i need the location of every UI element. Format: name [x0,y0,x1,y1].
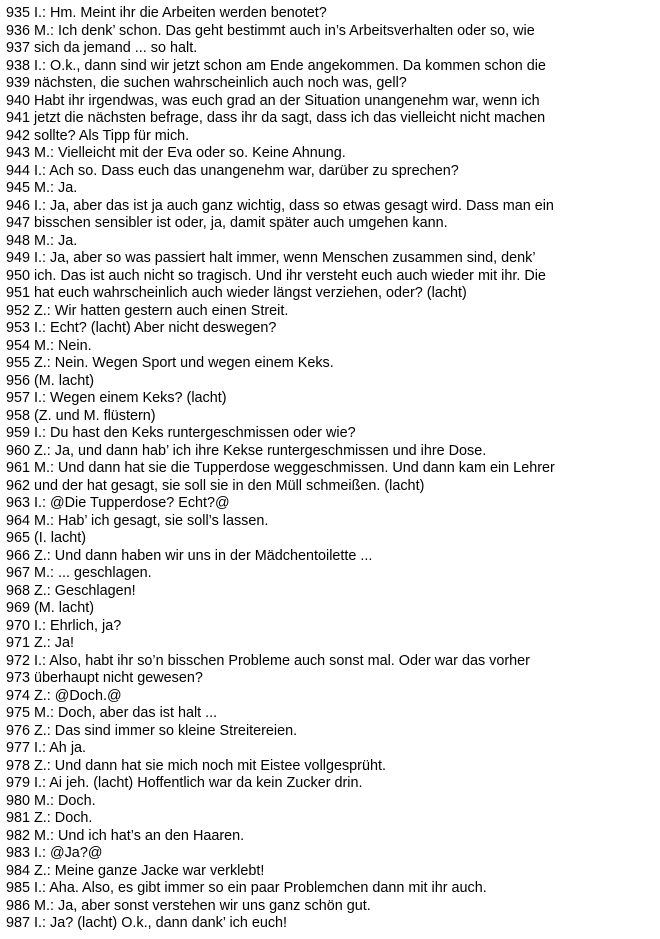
line-number: 936 [6,22,31,39]
line-text: Z.: Das sind immer so kleine Streitereien. [34,722,298,739]
line-text: I.: Aha. Also, es gibt immer so ein paar Problemchen dann mit ihr auch. [34,880,487,896]
line-text: Z.: Doch. [34,810,93,826]
transcript-line [6,355,660,373]
line-number: 943 [6,145,31,161]
line-number: 975 [6,705,31,721]
line-text: I.: Wegen einem Keks? (lacht) [34,390,227,406]
line-number: 959 [6,425,31,441]
line-text: I.: Echt? (lacht) Aber nicht deswegen? [34,320,277,336]
line-number: 961 [6,460,31,476]
transcript-line [6,828,660,846]
line-number: 974 [6,687,31,704]
line-text: Z.: Meine ganze Jacke war verklebt! [34,862,265,879]
transcript-line [6,618,660,636]
line-text: M.: Ich denk’ schon. Das geht bestimmt auch in’s Arbeitsverhalten oder so, wie [34,22,535,39]
line-text: I.: Hm. Meint ihr die Arbeiten werden benotet? [34,5,327,21]
line-text: I.: @Die Tupperdose? Echt?@ [34,495,230,511]
line-text: (M. lacht) [34,372,94,389]
line-number: 941 [6,110,31,126]
line-number: 984 [6,862,31,879]
line-number: 976 [6,722,31,739]
line-text: I.: Ehrlich, ja? [34,617,122,634]
transcript-line [6,845,660,863]
line-text: M.: Vielleicht mit der Eva oder so. Keine Ahnung. [34,145,346,161]
line-number: 985 [6,880,31,896]
line-text: I.: Ai jeh. (lacht) Hoffentlich war da kein Zucker drin. [34,775,363,791]
line-text: M.: Doch, aber das ist halt ... [34,705,218,721]
line-number: 956 [6,372,31,389]
line-text: Z.: @Doch.@ [34,687,122,704]
line-number: 937 [6,40,31,56]
line-text: nächsten, die suchen wahrscheinlich auch noch was, gell? [34,75,407,91]
line-number: 983 [6,845,31,861]
transcript-line [6,145,660,163]
line-text: M.: ... geschlagen. [34,565,152,581]
line-text: (M. lacht) [34,600,94,616]
line-text: Z.: Geschlagen! [34,582,136,599]
line-number: 982 [6,827,31,844]
line-number: 980 [6,792,31,809]
line-number: 970 [6,617,31,634]
line-number: 938 [6,57,31,74]
line-number: 947 [6,215,31,231]
line-text: I.: Ah ja. [34,740,87,756]
transcript-line [6,5,660,23]
line-text: I.: Ach so. Dass euch das unangenehm war, darüber zu sprechen? [34,162,459,179]
transcript-line [6,408,660,426]
line-number: 963 [6,495,31,511]
line-number: 969 [6,600,31,616]
transcript-line [6,600,660,618]
line-number: 986 [6,897,31,914]
transcript-line [6,163,660,181]
transcript-line [6,653,660,671]
transcript-line [6,915,660,933]
line-number: 981 [6,810,31,826]
transcript-line [6,303,660,321]
transcript-line [6,75,660,93]
transcript-line [6,93,660,111]
line-number: 958 [6,407,31,424]
line-text: M.: Nein. [34,337,92,354]
line-text: Z.: Nein. Wegen Sport und wegen einem Keks. [34,355,334,371]
transcript-line [6,215,660,233]
line-number: 973 [6,670,31,686]
transcript-line [6,180,660,198]
line-number: 950 [6,267,31,284]
line-number: 954 [6,337,31,354]
transcript-line [6,810,660,828]
transcript-line [6,285,660,303]
line-number: 965 [6,530,31,546]
line-number: 945 [6,180,31,196]
line-number: 977 [6,740,31,756]
line-text: Z.: Und dann hat sie mich noch mit Eistee vollgesprüht. [34,757,386,774]
transcript-line [6,635,660,653]
transcript-line [6,880,660,898]
line-number: 942 [6,127,31,144]
line-number: 951 [6,285,31,301]
line-number: 964 [6,512,31,529]
line-number: 949 [6,250,31,266]
line-text: M.: Und dann hat sie die Tupperdose weggeschmissen. Und dann kam ein Lehrer [34,460,555,476]
transcript-line [6,478,660,496]
line-text: bisschen sensibler ist oder, ja, damit später auch umgehen kann. [34,215,448,231]
line-number: 966 [6,547,31,564]
transcript-line [6,565,660,583]
transcript-line [6,460,660,478]
line-number: 939 [6,75,31,91]
line-number: 968 [6,582,31,599]
line-text: überhaupt nicht gewesen? [34,670,203,686]
transcript-line [6,530,660,548]
transcript-line [6,583,660,601]
line-text: I.: O.k., dann sind wir jetzt schon am Ende angekommen. Da kommen schon die [34,57,546,74]
line-text: I.: Ja, aber so was passiert halt immer, wenn Menschen zusammen sind, denk’ [34,250,536,266]
line-number: 953 [6,320,31,336]
line-number: 972 [6,652,31,669]
line-text: M.: Und ich hat’s an den Haaren. [34,827,245,844]
line-text: I.: Du hast den Keks runtergeschmissen oder wie? [34,425,356,441]
line-text: M.: Hab’ ich gesagt, sie soll’s lassen. [34,512,269,529]
transcript-line [6,670,660,688]
transcript-line [6,758,660,776]
line-number: 944 [6,162,31,179]
transcript-line [6,740,660,758]
line-number: 946 [6,197,31,214]
line-number: 971 [6,635,31,651]
line-number: 957 [6,390,31,406]
transcript-line [6,40,660,58]
line-text: M.: Ja, aber sonst verstehen wir uns ganz schön gut. [34,897,371,914]
transcript-line [6,128,660,146]
line-text: sollte? Als Tipp für mich. [34,127,190,144]
transcript-line [6,373,660,391]
line-number: 955 [6,355,31,371]
line-number: 978 [6,757,31,774]
transcript-line [6,338,660,356]
line-number: 948 [6,232,31,249]
line-text: (I. lacht) [34,530,86,546]
line-number: 987 [6,915,31,931]
transcript-line [6,58,660,76]
line-text: (Z. und M. flüstern) [34,407,156,424]
transcript-line [6,898,660,916]
line-number: 960 [6,442,31,459]
line-text: M.: Doch. [34,792,96,809]
transcript-line [6,110,660,128]
line-text: Z.: Ja! [34,635,74,651]
transcript-line [6,268,660,286]
line-text: Z.: Ja, und dann hab’ ich ihre Kekse runtergeschmissen und ihre Dose. [34,442,487,459]
line-text: hat euch wahrscheinlich auch wieder längst verziehen, oder? (lacht) [34,285,467,301]
line-text: ich. Das ist auch nicht so tragisch. Und ihr versteht euch auch wieder mit ihr. Die [34,267,546,284]
line-text: jetzt die nächsten befrage, dass ihr da sagt, dass ich das vielleicht nicht machen [34,110,546,126]
transcript-line [6,320,660,338]
line-number: 940 [6,92,31,109]
line-text: I.: Also, habt ihr so’n bisschen Probleme auch sonst mal. Oder war das vorher [34,652,530,669]
transcript-line [6,688,660,706]
line-text: M.: Ja. [34,232,78,249]
line-text: Habt ihr irgendwas, was euch grad an der Situation unangenehm war, wenn ich [34,92,540,109]
transcript-line [6,863,660,881]
line-text: Z.: Wir hatten gestern auch einen Streit. [34,302,289,319]
line-number: 967 [6,565,31,581]
line-text: M.: Ja. [34,180,78,196]
transcript-line [6,705,660,723]
transcript-line [6,793,660,811]
transcript-line [6,548,660,566]
line-text: I.: @Ja?@ [34,845,103,861]
transcript-line [6,723,660,741]
transcript-line [6,513,660,531]
transcript-line [6,443,660,461]
transcript-line [6,425,660,443]
line-number: 962 [6,477,31,494]
line-number: 979 [6,775,31,791]
transcript-line [6,775,660,793]
transcript-line [6,495,660,513]
line-text: und der hat gesagt, sie soll sie in den Müll schmeißen. (lacht) [34,477,425,494]
line-text: I.: Ja, aber das ist ja auch ganz wichtig, dass so etwas gesagt wird. Dass man ein [34,197,554,214]
line-number: 952 [6,302,31,319]
transcript-line [6,23,660,41]
line-number: 935 [6,5,31,21]
transcript-line [6,233,660,251]
line-text: I.: Ja? (lacht) O.k., dann dank’ ich euch! [34,915,288,931]
line-text: sich da jemand ... so halt. [34,40,198,56]
transcript-line [6,390,660,408]
transcript-line [6,198,660,216]
line-text: Z.: Und dann haben wir uns in der Mädchentoilette ... [34,547,373,564]
transcript-line [6,250,660,268]
